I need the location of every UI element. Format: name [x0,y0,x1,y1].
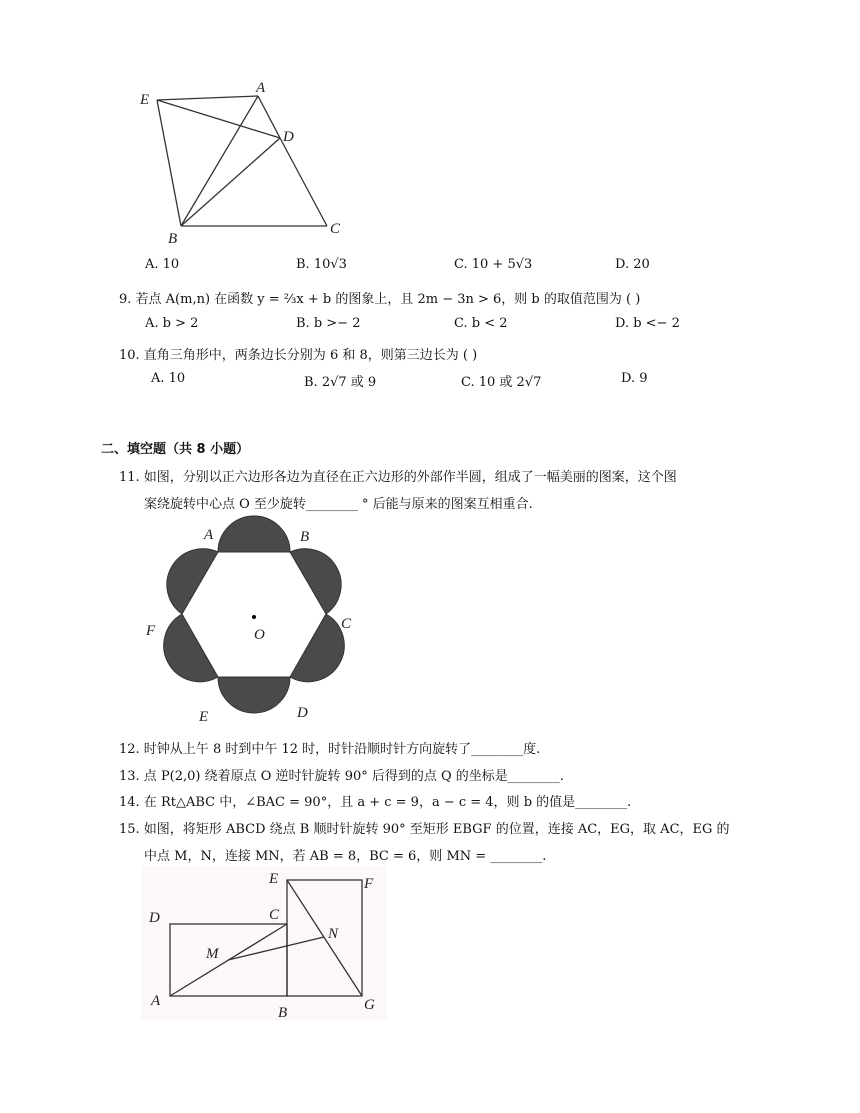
q15-label-g: G [364,997,375,1013]
section-title: 二、填空题（共 8 小题） [101,442,250,457]
q8-label-c: C [330,221,341,237]
q11-label-f: F [146,623,156,639]
q11-label-b: B [300,529,310,545]
q15-label-a: A [151,993,161,1009]
q9-question: 9. 若点 A(m,n) 在函数 y = ⅔x + b 的图象上，且 2m − 3n > 6，则 b 的取值范围为 ( ) [119,292,641,307]
q11-line1: 11. 如图，分别以正六边形各边为直径在正六边形的外部作半圆，组成了一幅美丽的图案，这个图 [119,470,677,485]
q11-figure [140,512,370,727]
q8-label-e: E [140,92,150,108]
q10-option-d[interactable]: D. 9 [621,371,648,386]
q9-option-c[interactable]: C. b < 2 [454,316,508,331]
q15-label-n: N [328,926,339,942]
q13-question: 13. 点 P(2,0) 绕着原点 O 逆时针旋转 90° 后得到的点 Q 的坐标是________. [119,769,564,784]
q8-option-a[interactable]: A. 10 [145,257,180,272]
q8-figure [130,78,360,248]
q8-option-d[interactable]: D. 20 [615,257,650,272]
q8-label-b: B [168,231,178,247]
q12-question: 12. 时钟从上午 8 时到中午 12 时，时针沿顺时针方向旋转了________度. [119,742,541,757]
q10-option-c[interactable]: C. 10 或 2√7 [461,375,542,390]
q8-option-c[interactable]: C. 10 + 5√3 [454,257,533,272]
q15-label-m: M [206,946,219,962]
q15-label-f: F [364,876,374,892]
q8-label-d: D [283,129,294,145]
q9-option-b[interactable]: B. b >− 2 [296,316,361,331]
q15-figure [141,866,387,1021]
q10-option-b[interactable]: B. 2√7 或 9 [304,375,377,390]
q9-option-a[interactable]: A. b > 2 [145,316,199,331]
q10-option-a[interactable]: A. 10 [151,371,186,386]
q14-question: 14. 在 Rt△ABC 中，∠BAC = 90°，且 a + c = 9，a − c = 4，则 b 的值是________. [119,795,632,810]
q15-label-b: B [278,1005,288,1021]
q15-label-d: D [149,910,160,926]
q11-label-e: E [199,709,209,725]
q11-label-a: A [204,527,214,543]
q8-option-b[interactable]: B. 10√3 [296,257,347,272]
q11-label-o: O [254,627,265,643]
q11-label-c: C [341,616,352,632]
q8-label-a: A [256,80,266,96]
q9-option-d[interactable]: D. b <− 2 [615,316,680,331]
q15-label-e: E [269,871,279,887]
q15-label-c: C [269,907,280,923]
q15-line2: 中点 M，N，连接 MN，若 AB = 8，BC = 6，则 MN = ________. [144,849,547,864]
q10-question: 10. 直角三角形中，两条边长分别为 6 和 8，则第三边长为 ( ) [119,348,478,363]
q11-line2: 案绕旋转中心点 O 至少旋转________ ° 后能与原来的图案互相重合. [144,497,533,512]
q15-line1: 15. 如图，将矩形 ABCD 绕点 B 顺时针旋转 90° 至矩形 EBGF 的位置，连接 AC，EG，取 AC，EG 的 [119,822,730,837]
q11-label-d: D [297,705,308,721]
